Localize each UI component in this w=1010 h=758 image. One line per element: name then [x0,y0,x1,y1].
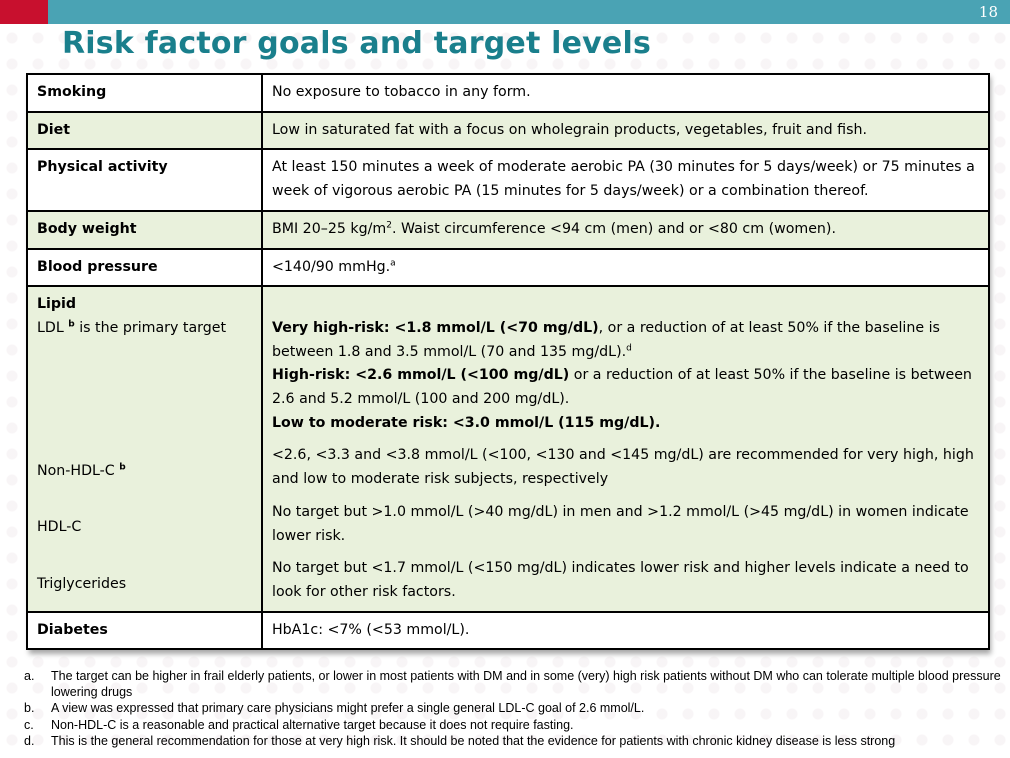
row-value-body-weight [262,211,989,249]
row-value-lipid [262,286,989,611]
triglycerides-target: No target but <1.7 mmol/L (<150 mg/dL) indicates lower risk and higher levels indicate a need to look for other risk factors. [272,560,969,600]
table-row-physical-activity [27,149,989,210]
row-label-lipid [27,286,262,611]
footnote-d [24,733,1004,749]
footnote-letter: d. [24,733,35,748]
footnotes [24,668,1004,749]
row-value-diet: Low in saturated fat with a focus on wholegrain products, vegetables, fruit and fish. [262,112,989,150]
ldl-target-low-moderate: Low to moderate risk: <3.0 mmol/L (115 mg/dL). [272,414,661,431]
row-value-blood-pressure [262,249,989,287]
row-value-physical-activity: At least 150 minutes a week of moderate aerobic PA (30 minutes for 5 days/week) or 75 minutes a week of vigorous aerobic PA (15 minutes for 5 days/week) or a combination thereof. [262,149,989,210]
hdl-target: No target but >1.0 mmol/L (>40 mg/dL) in men and >1.2 mmol/L (>45 mg/dL) in women indicate lower risk. [272,503,969,544]
ldl-label-footnote-ref: b [68,319,75,330]
footnote-text: Non-HDL-C is a reasonable and practical alternative target because it does not require fasting. [51,717,574,732]
table-row-lipid [27,286,989,611]
slide-title: Risk factor goals and target levels [62,26,651,61]
ldl-very-high-bold: Very high-risk: <1.8 mmol/L (<70 mg/dL) [272,319,599,336]
lipid-ldl-label [37,317,252,460]
row-label-body-weight: Body weight [27,211,262,249]
ldl-label-text: LDL [37,319,69,336]
blood-pressure-text: <140/90 mmHg. [272,258,391,275]
page-number: 18 [978,3,998,21]
header-accent-block [0,0,48,24]
ldl-target-very-high [272,317,979,364]
header-bar [0,0,1010,24]
table-row-body-weight [27,211,989,249]
footnote-text: The target can be higher in frail elderly patients, or lower in most patients with DM and in some (very) high risk patients without DM who can tolerate multiple blood pressure lowering drugs [51,669,1001,700]
footnote-letter: b. [24,701,35,716]
lipid-hdl-label: HDL-C [37,518,82,535]
lipid-heading: Lipid [37,296,77,313]
ldl-target-high [272,364,979,411]
table-row-diet [27,112,989,150]
row-label-physical-activity: Physical activity [27,149,262,210]
row-value-diabetes: HbA1c: <7% (<53 mmol/L). [262,612,989,650]
footnote-text: A view was expressed that primary care physicians might prefer a single general LDL-C goal of 2.6 mmol/L. [51,701,645,716]
footnote-text: This is the general recommendation for those at very high risk. It should be noted that the evidence for patients with chronic kidney disease is less strong [51,733,896,748]
ldl-very-high-text: , or a reduction of at least 50% if the baseline is between 1.8 and 3.5 mmol/L (70 and 135 mg/dL). [272,319,940,360]
blood-pressure-footnote-ref: a [390,257,396,268]
table-row-smoking [27,74,989,112]
ldl-label-rest: is the primary target [74,319,227,336]
table-row-diabetes [27,612,989,650]
ldl-high-bold: High-risk: <2.6 mmol/L (<100 mg/dL) [272,367,570,384]
row-value-smoking: No exposure to tobacco in any form. [262,74,989,112]
ldl-high-text: or a reduction of at least 50% if the baseline is between 2.6 and 5.2 mmol/L (100 and 200 mg/dL). [272,367,972,408]
row-label-diabetes: Diabetes [27,612,262,650]
non-hdl-label-text: Non-HDL-C [37,462,120,479]
lipid-non-hdl-label [37,460,252,516]
row-label-blood-pressure: Blood pressure [27,249,262,287]
risk-factor-table [26,73,988,650]
row-label-smoking: Smoking [27,74,262,112]
footnote-letter: a. [24,669,35,683]
body-weight-text-2: . Waist circumference <94 cm (men) and or <80 cm (women). [391,220,836,237]
row-label-diet: Diet [27,112,262,150]
footnote-b [24,700,1004,716]
non-hdl-label-footnote-ref: b [119,462,126,473]
footnote-letter: c. [24,717,34,732]
ldl-very-high-footnote-ref: d [626,342,632,353]
body-weight-text-1: BMI 20–25 kg/m [272,220,387,237]
non-hdl-target: <2.6, <3.3 and <3.8 mmol/L (<100, <130 and <145 mg/dL) are recommended for very high, high and low to moderate risk subjects, respectively [272,447,974,488]
body-weight-superscript: 2 [386,220,392,231]
table-row-blood-pressure [27,249,989,287]
lipid-triglycerides-label: Triglycerides [37,575,127,592]
footnote-c [24,717,1004,733]
footnote-a [24,668,1004,700]
